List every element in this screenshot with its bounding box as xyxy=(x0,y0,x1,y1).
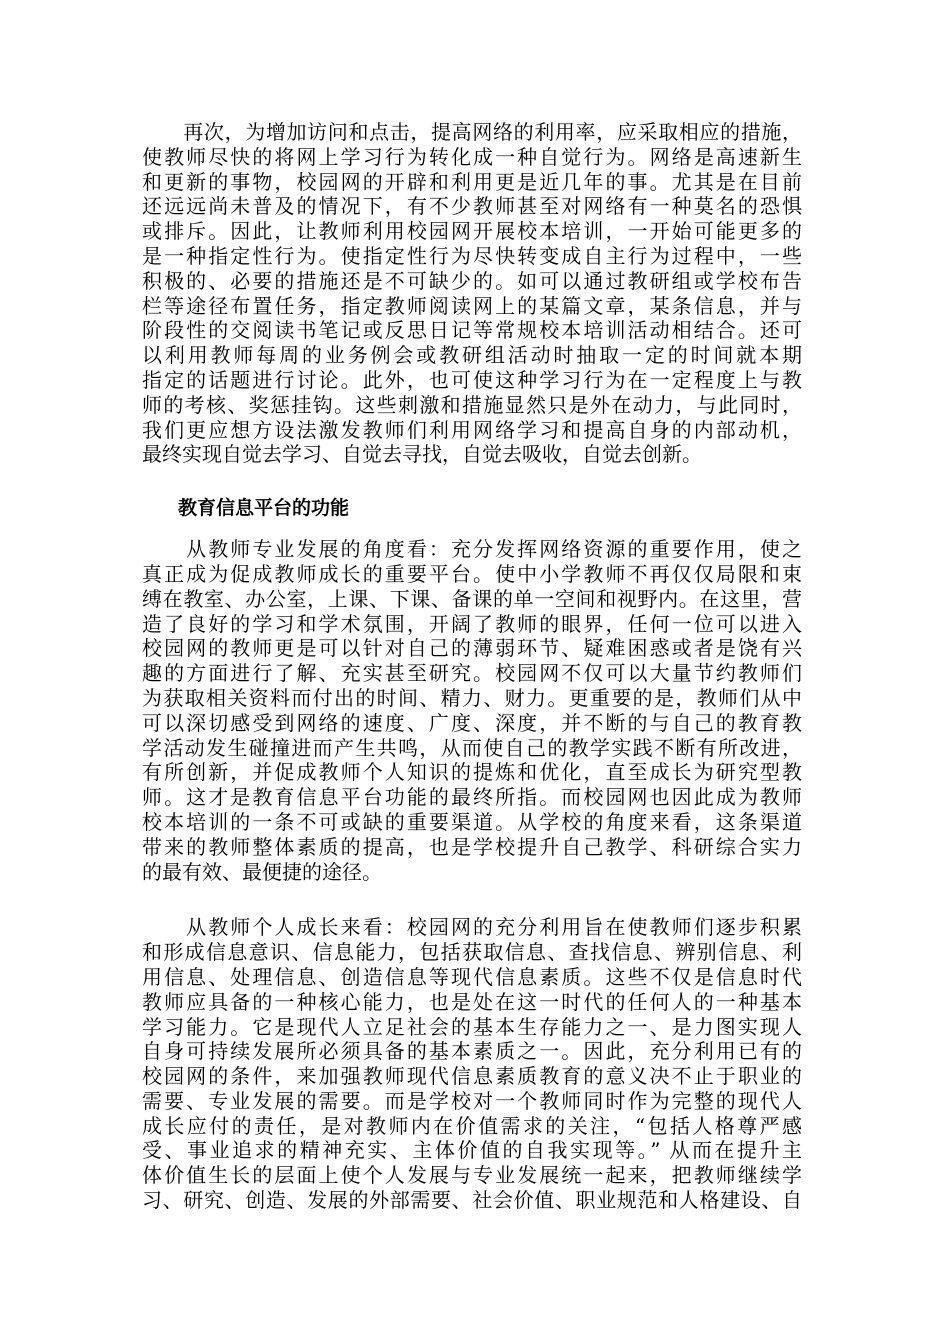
text-line: 为获取相关资料而付出的时间、精力、财力。更重要的是，教师们从中 xyxy=(142,685,802,710)
text-line: 学习能力。它是现代人立足社会的基本生存能力之一、是力图实现人 xyxy=(142,1014,802,1039)
text-line: 造了良好的学习和学术氛围，开阔了教师的眼界，任何一位可以进入 xyxy=(142,611,802,636)
text-line: 栏等途径布置任务，指定教师阅读网上的某篇文章，某条信息，并与 xyxy=(142,293,802,318)
text-line: 师。这才是教育信息平台功能的最终所指。而校园网也因此成为教师 xyxy=(142,785,802,810)
section-heading: 教育信息平台的功能 xyxy=(178,497,350,520)
text-line: 带来的教师整体素质的提高，也是学校提升自己教学、科研综合实力 xyxy=(142,834,802,859)
text-line: 最终实现自觉去学习、自觉去寻找，自觉去吸收，自觉去创新。 xyxy=(142,442,702,467)
text-line: 有所创新，并促成教师个人知识的提炼和优化，直至成长为研究型教 xyxy=(142,760,802,785)
text-line: 校园网的教师更是可以针对自己的薄弱环节、疑难困惑或者是饶有兴 xyxy=(142,636,802,661)
text-line: 需要、专业发展的需要。而是学校对一个教师同时作为完整的现代人 xyxy=(142,1088,802,1113)
text-line: 习、研究、创造、发展的外部需要、社会价值、职业规范和人格建设、自 xyxy=(142,1188,802,1213)
text-line: 和形成信息意识、信息能力，包括获取信息、查找信息、辨别信息、利 xyxy=(142,940,802,965)
text-line: 指定的话题进行讨论。此外，也可使这种学习行为在一定程度上与教 xyxy=(142,367,802,392)
text-line: 校本培训的一条不可或缺的重要渠道。从学校的角度来看，这条渠道 xyxy=(142,809,802,834)
text-line: 可以深切感受到网络的速度、广度、深度，并不断的与自己的教育教 xyxy=(142,710,802,735)
document-page xyxy=(142,120,802,1213)
text-line: 用信息、处理信息、创造信息等现代信息素质。这些不仅是信息时代 xyxy=(142,964,802,989)
text-line: 缚在教室、办公室，上课、下课、备课的单一空间和视野内。在这里，营 xyxy=(142,586,802,611)
text-line: 还远远尚未普及的情况下，有不少教师甚至对网络有一种莫名的恐惧 xyxy=(142,194,802,219)
text-line: 体价值生长的层面上使个人发展与专业发展统一起来，把教师继续学 xyxy=(142,1163,802,1188)
paragraph-personal-growth xyxy=(142,915,802,1213)
text-line: 我们更应想方设法激发教师们利用网络学习和提高自身的内部动机， xyxy=(142,417,802,442)
text-line: 教师应具备的一种核心能力，也是处在这一时代的任何人的一种基本 xyxy=(142,989,802,1014)
text-line: 的最有效、最便捷的途径。 xyxy=(142,859,382,884)
paragraph-professional-development xyxy=(142,537,802,884)
text-line: 受、事业追求的精神充实、主体价值的自我实现等。” 从而在提升主 xyxy=(142,1138,802,1163)
paragraph-motivation-measures xyxy=(142,120,802,467)
text-line: 积极的、必要的措施还是不可缺少的。如可以通过教研组或学校布告 xyxy=(142,268,802,293)
text-line: 阶段性的交阅读书笔记或反思日记等常规校本培训活动相结合。还可 xyxy=(142,318,802,343)
text-line: 学活动发生碰撞进而产生共鸣，从而使自己的教学实践不断有所改进， xyxy=(142,735,802,760)
text-line: 和更新的事物，校园网的开辟和利用更是近几年的事。尤其是在目前 xyxy=(142,169,802,194)
text-line: 从教师专业发展的角度看：充分发挥网络资源的重要作用，使之 xyxy=(142,537,802,562)
text-line: 是一种指定性行为。使指定性行为尽快转变成自主行为过程中，一些 xyxy=(142,243,802,268)
text-line: 趣的方面进行了解、充实甚至研究。校园网不仅可以大量节约教师们 xyxy=(142,661,802,686)
text-line: 从教师个人成长来看：校园网的充分利用旨在使教师们逐步积累 xyxy=(142,915,802,940)
text-line: 使教师尽快的将网上学习行为转化成一种自觉行为。网络是高速新生 xyxy=(142,144,802,169)
text-line: 真正成为促成教师成长的重要平台。使中小学教师不再仅仅局限和束 xyxy=(142,561,802,586)
text-line: 校园网的条件，来加强教师现代信息素质教育的意义决不止于职业的 xyxy=(142,1064,802,1089)
text-line: 再次，为增加访问和点击，提高网络的利用率，应采取相应的措施， xyxy=(142,120,802,144)
text-line: 成长应付的责任，是对教师内在价值需求的关注，“包括人格尊严感 xyxy=(142,1113,802,1138)
text-line: 或排斥。因此，让教师利用校园网开展校本培训，一开始可能更多的 xyxy=(142,219,802,244)
text-line: 以利用教师每周的业务例会或教研组活动时抽取一定的时间就本期 xyxy=(142,343,802,368)
text-line: 自身可持续发展所必须具备的基本素质之一。因此，充分利用已有的 xyxy=(142,1039,802,1064)
text-line: 师的考核、奖惩挂钩。这些刺激和措施显然只是外在动力，与此同时， xyxy=(142,392,802,417)
